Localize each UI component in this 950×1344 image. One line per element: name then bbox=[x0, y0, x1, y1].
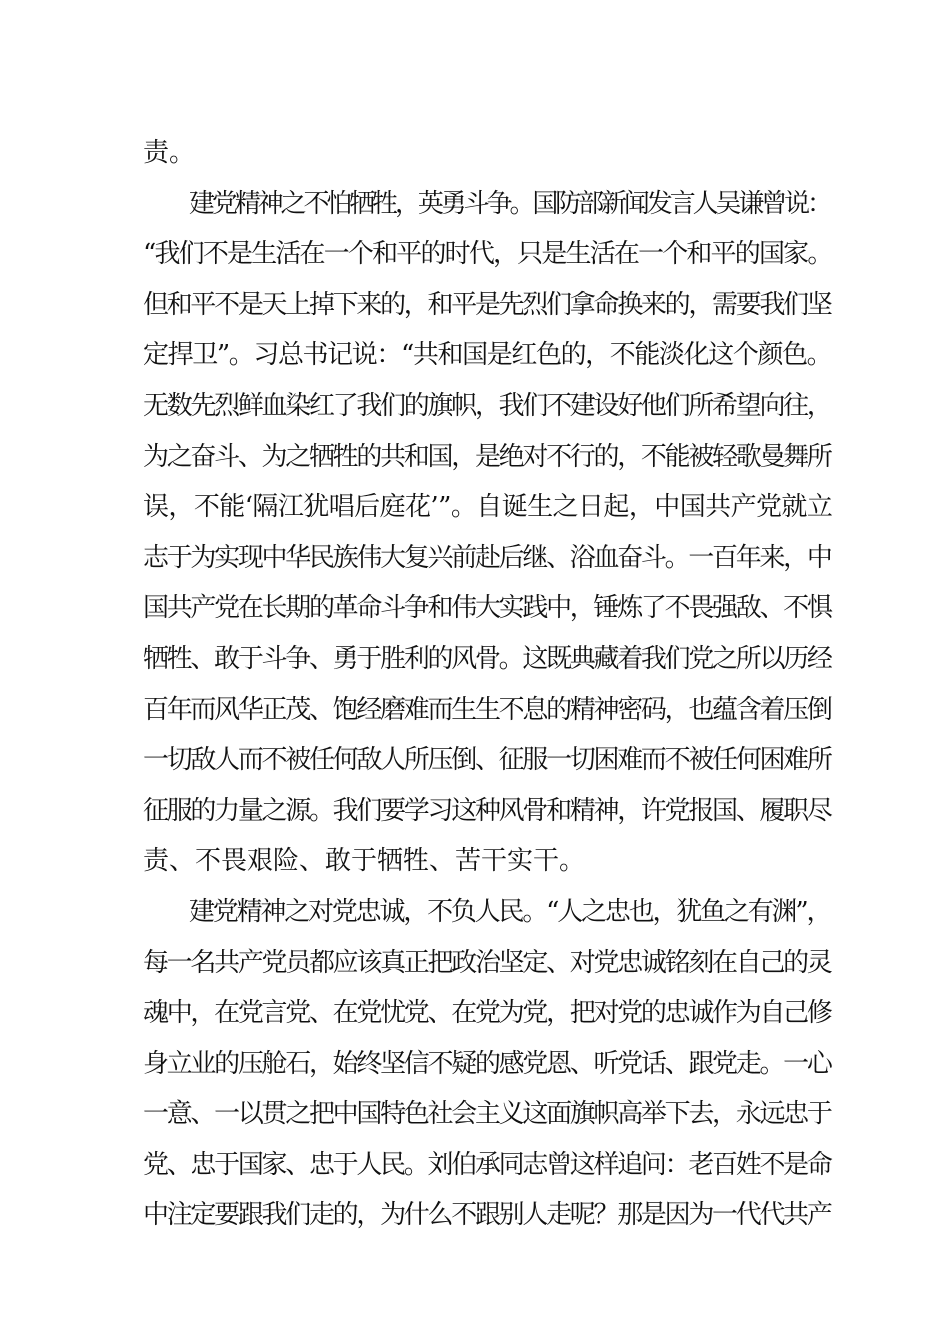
text-line: 误，不能‘隔江犹唱后庭花’”。自诞生之日起，中国共产党就立 bbox=[143, 492, 833, 523]
text-line: 一切敌人而不被任何敌人所压倒、征服一切困难而不被任何困难所 bbox=[143, 745, 831, 776]
text-line: 定捍卫”。习总书记说：“共和国是红色的，不能淡化这个颜色。 bbox=[143, 340, 832, 371]
text-line: 为之奋斗、为之牺牲的共和国，是绝对不行的，不能被轻歌曼舞所 bbox=[143, 441, 831, 472]
text-line: 责、不畏艰险、敢于牺牲、苦干实干。 bbox=[143, 846, 586, 877]
text-line: “我们不是生活在一个和平的时代，只是生活在一个和平的国家。 bbox=[143, 239, 832, 270]
text-line: 中注定要跟我们走的，为什么不跟别人走呢？那是因为一代代共产 bbox=[143, 1200, 831, 1231]
text-line: 征服的力量之源。我们要学习这种风骨和精神，许党报国、履职尽 bbox=[143, 795, 831, 826]
text-line: 身立业的压舱石，始终坚信不疑的感党恩、听党话、跟党走。一心 bbox=[143, 1048, 831, 1079]
text-line: 志于为实现中华民族伟大复兴前赴后继、浴血奋斗。一百年来，中 bbox=[143, 542, 831, 573]
text-line: 牺牲、敢于斗争、勇于胜利的风骨。这既典藏着我们党之所以历经 bbox=[143, 643, 831, 674]
text-line: 责。 bbox=[143, 138, 196, 168]
text-line: 百年而风华正茂、饱经磨难而生生不息的精神密码，也蕴含着压倒 bbox=[143, 694, 831, 725]
body-text bbox=[143, 128, 833, 1241]
text-line: 但和平不是天上掉下来的，和平是先烈们拿命换来的，需要我们坚 bbox=[143, 289, 831, 320]
paragraph-start-line: 建党精神之不怕牺牲，英勇斗争。国防部新闻发言人吴谦曾说： bbox=[189, 188, 830, 219]
text-line: 魂中，在党言党、在党忧党、在党为党，把对党的忠诚作为自己修 bbox=[143, 998, 831, 1029]
text-line: 党、忠于国家、忠于人民。刘伯承同志曾这样追问：老百姓不是命 bbox=[143, 1149, 831, 1180]
text-line: 每一名共产党员都应该真正把政治坚定、对党忠诚铭刻在自己的灵 bbox=[143, 947, 831, 978]
text-line: 国共产党在长期的革命斗争和伟大实践中，锤炼了不畏强敌、不惧 bbox=[143, 593, 831, 624]
text-line: 一意、一以贯之把中国特色社会主义这面旗帜高举下去，永远忠于 bbox=[143, 1099, 831, 1130]
paragraph-start-line: 建党精神之对党忠诚，不负人民。“人之忠也，犹鱼之有渊”， bbox=[189, 896, 831, 927]
text-line: 无数先烈鲜血染红了我们的旗帜，我们不建设好他们所希望向往， bbox=[143, 390, 831, 421]
